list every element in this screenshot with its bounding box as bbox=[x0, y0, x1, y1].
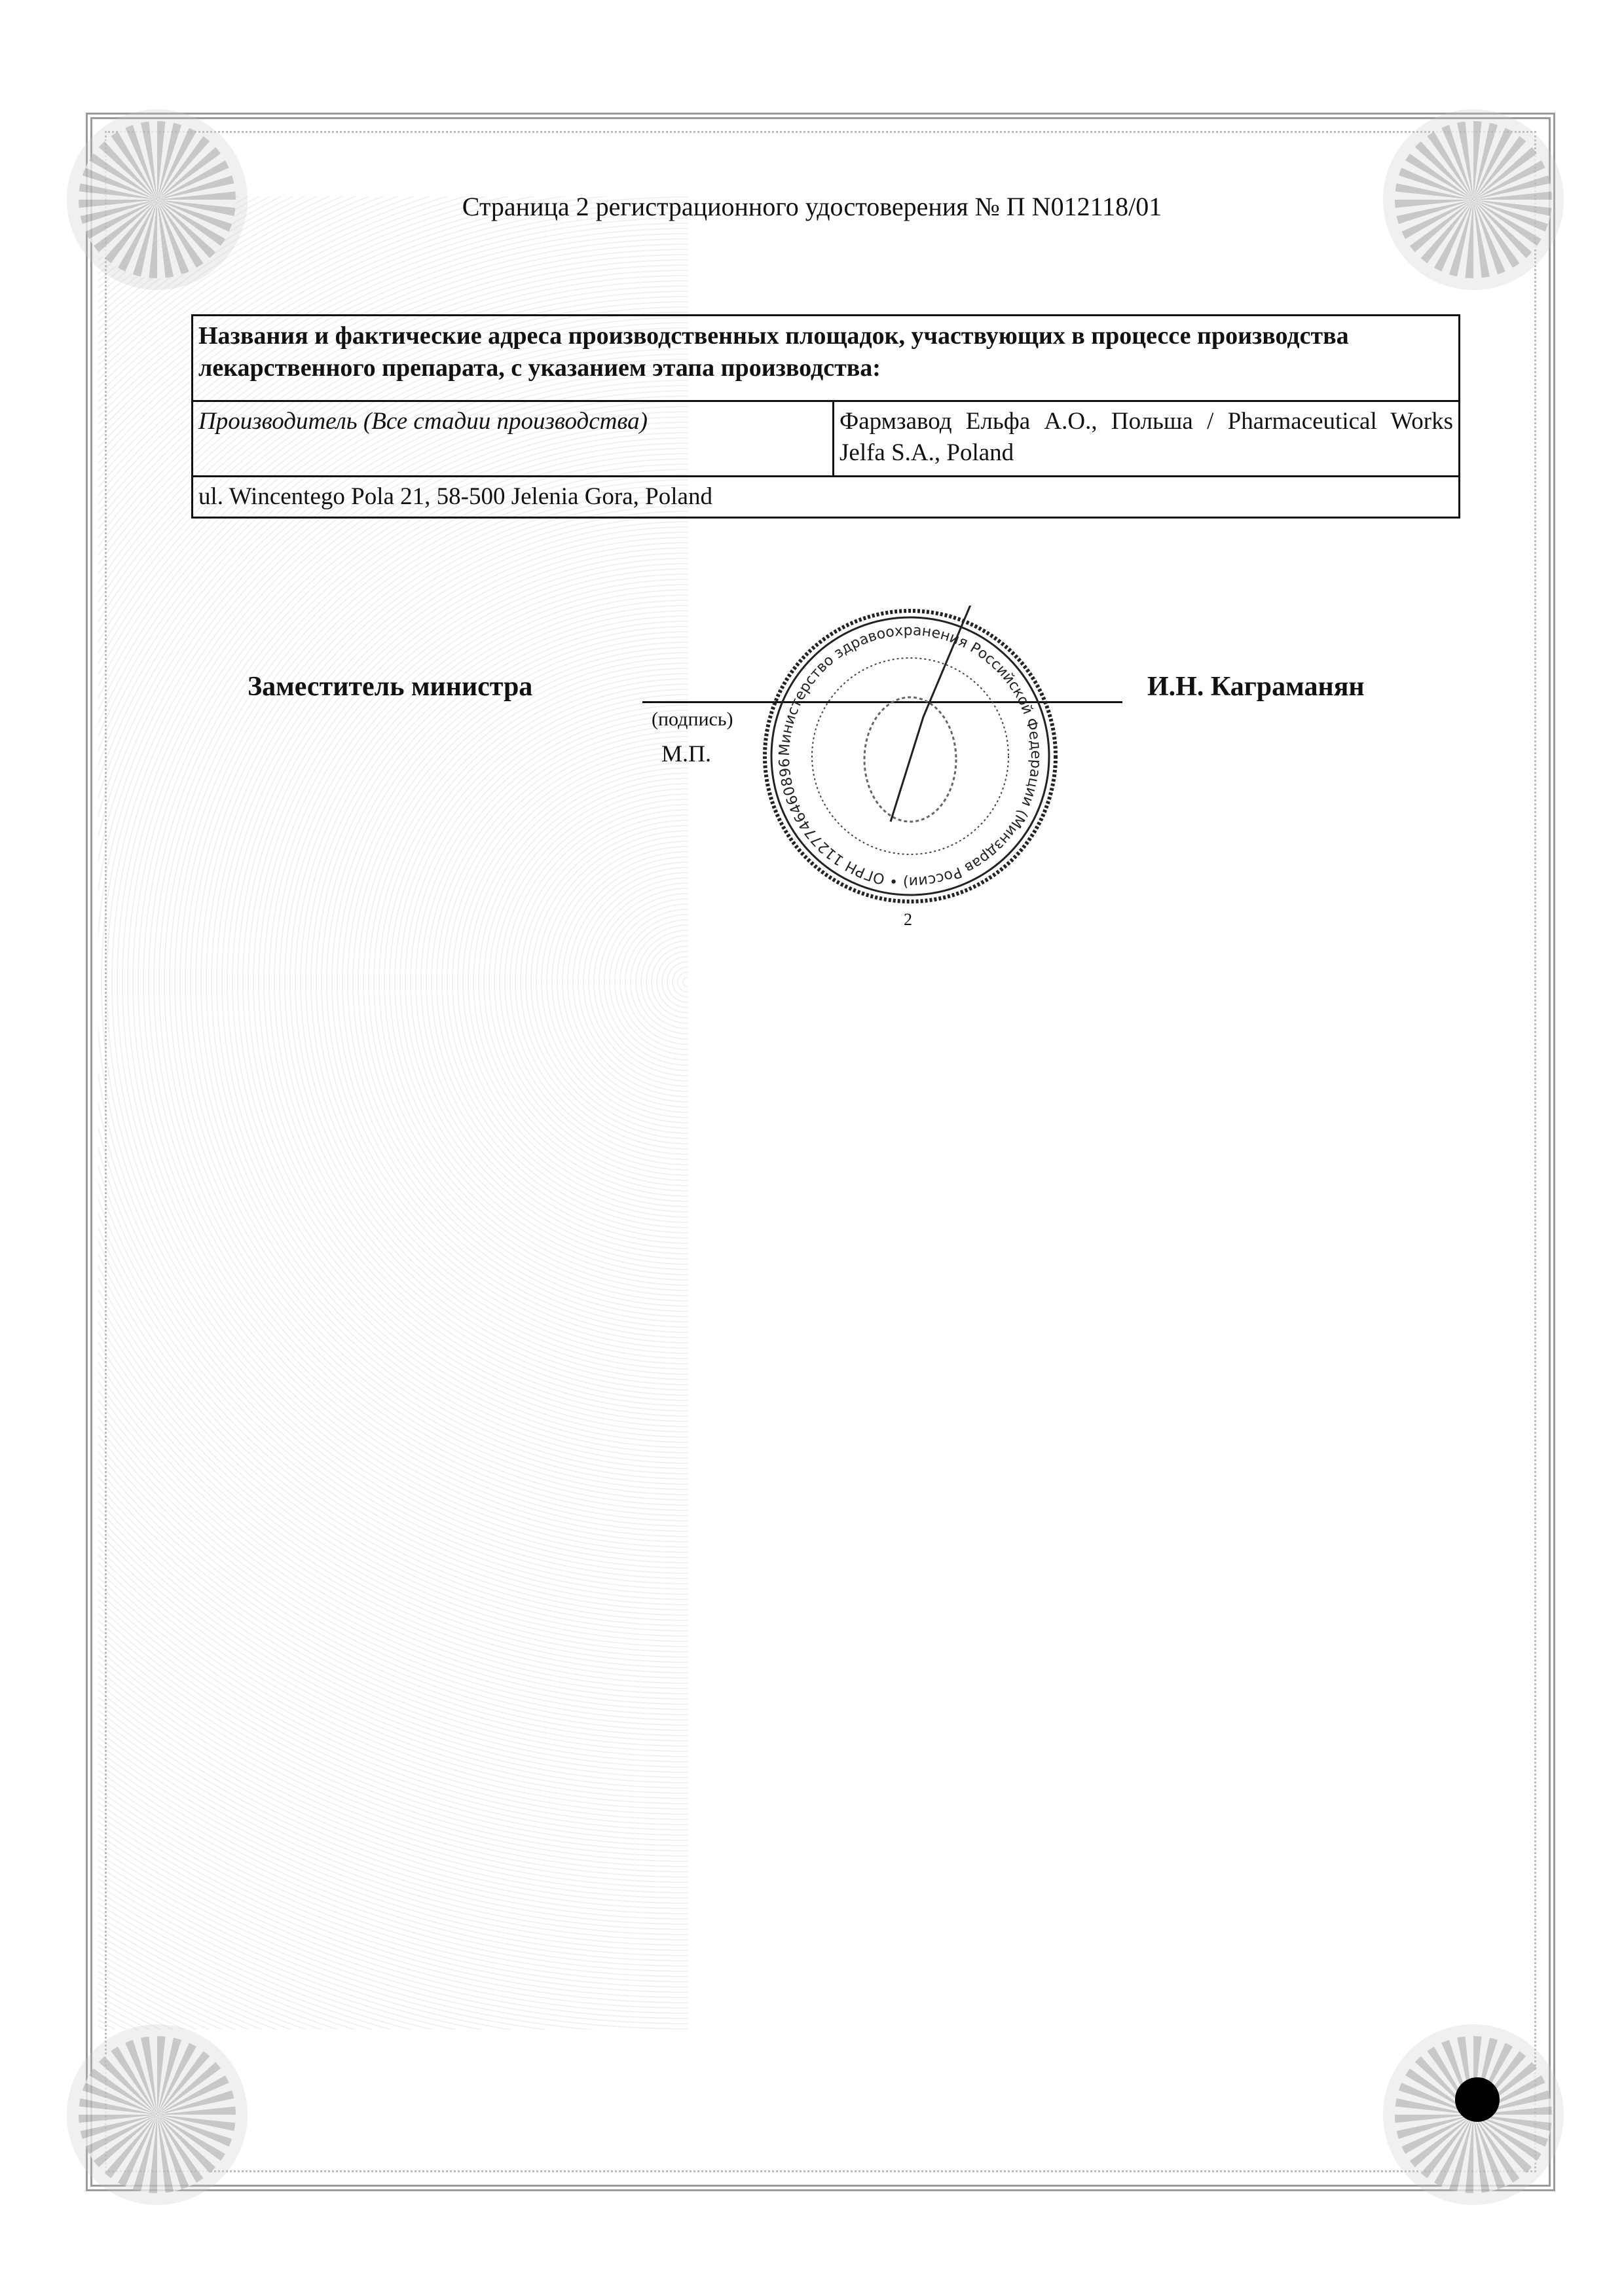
manufacturer-address: ul. Wincentego Pola 21, 58-500 Jelenia Gora, Poland bbox=[193, 477, 1460, 518]
table-row bbox=[193, 401, 1460, 477]
table-row bbox=[193, 477, 1460, 518]
signatory-role: Заместитель министра bbox=[248, 672, 533, 702]
stamp-text: Министерство здравоохранения Российской Федерации (Минздрав России) • ОГРН 1127746460896 bbox=[776, 622, 1044, 890]
manufacturer-role: Производитель (Все стадии производства) bbox=[193, 401, 834, 477]
corner-rosette-icon bbox=[79, 2036, 236, 2193]
manufacturer-company: Фармзавод Ельфа А.О., Польша / Pharmaceutical Works Jelfa S.A., Poland bbox=[834, 401, 1460, 477]
punch-hole-dot bbox=[1455, 2077, 1500, 2122]
signature-caption: (подпись) bbox=[652, 708, 733, 730]
seal-caption: М.П. bbox=[661, 740, 712, 767]
table-row bbox=[193, 316, 1460, 401]
signatory-name: И.Н. Каграманян bbox=[1147, 672, 1365, 702]
table-heading: Названия и фактические адреса производственных площадок, участвующих в процессе производства лекарственного препарата, с указанием этапа производства: bbox=[193, 316, 1460, 401]
official-stamp-icon bbox=[760, 606, 1061, 907]
stamp-number: 2 bbox=[904, 910, 912, 929]
page-title: Страница 2 регистрационного удостоверения № П N012118/01 bbox=[462, 192, 1162, 221]
production-sites-table bbox=[191, 314, 1460, 519]
